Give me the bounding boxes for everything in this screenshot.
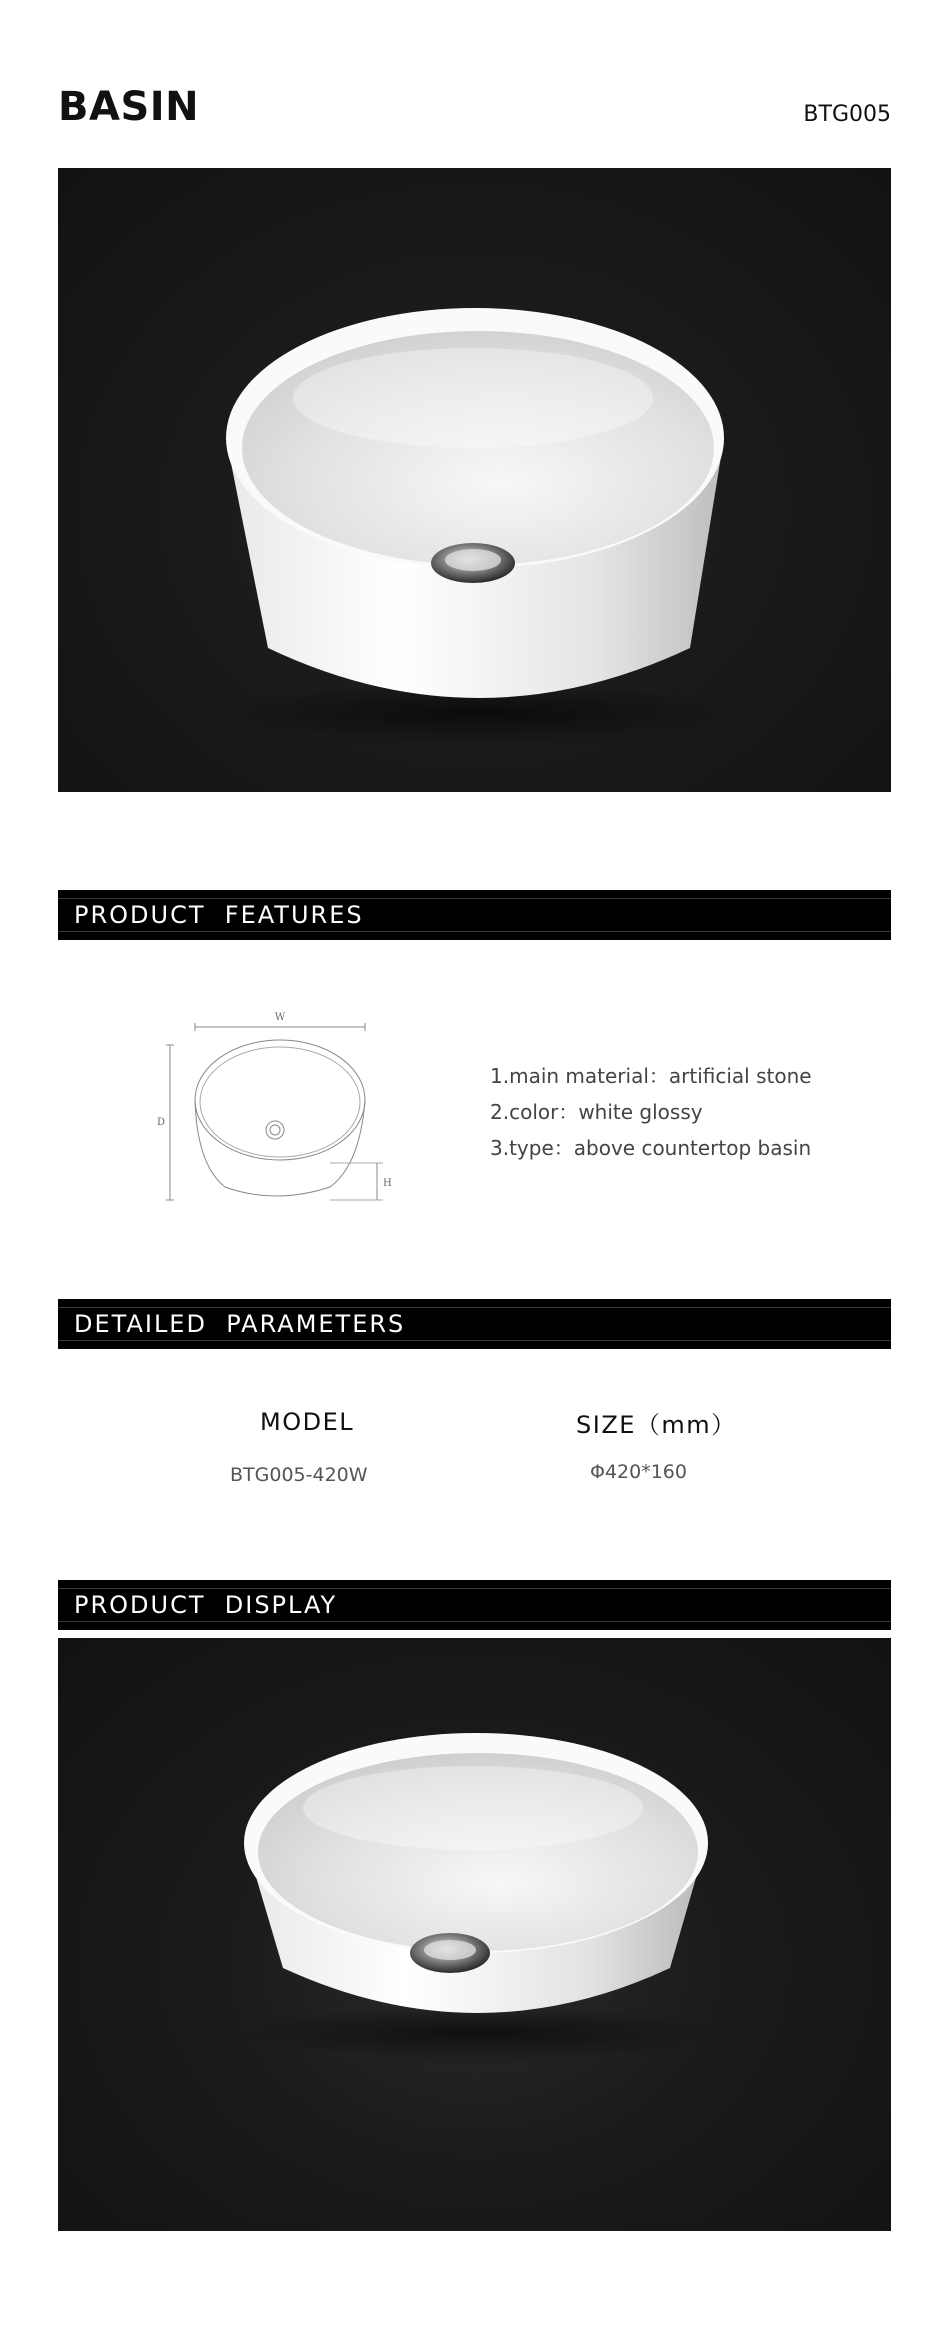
feature-color: 2.color：white glossy: [490, 1100, 703, 1124]
height-label: H: [383, 1178, 392, 1189]
feature-material: 1.main material：artificial stone: [490, 1064, 812, 1088]
feature-type: 3.type：above countertop basin: [490, 1136, 812, 1160]
dimension-diagram: [155, 1005, 395, 1220]
width-label: W: [274, 1012, 286, 1023]
section-title-display: PRODUCT DISPLAY: [74, 1591, 338, 1619]
section-title-features: PRODUCT FEATURES: [74, 901, 364, 929]
size-value: Φ420*160: [590, 1461, 687, 1483]
basin-illustration-display: [58, 1638, 891, 2231]
product-code: BTG005: [803, 102, 891, 127]
page-title: BASIN: [58, 84, 200, 130]
model-value: BTG005-420W: [230, 1464, 368, 1486]
model-header: MODEL: [260, 1408, 355, 1436]
basin-rim-outline: [195, 1040, 365, 1160]
section-bar-display: [58, 1580, 891, 1630]
section-bar-parameters: [58, 1299, 891, 1349]
basin-line-drawing: [155, 1005, 395, 1220]
basin-illustration: [58, 168, 891, 792]
size-header: SIZE（mm）: [576, 1411, 737, 1439]
display-product-photo: [58, 1638, 891, 2231]
feature-list: [490, 1058, 812, 1166]
section-bar-features: [58, 890, 891, 940]
hero-product-photo: [58, 168, 891, 792]
section-title-parameters: DETAILED PARAMETERS: [74, 1310, 406, 1338]
depth-label: D: [157, 1117, 166, 1128]
